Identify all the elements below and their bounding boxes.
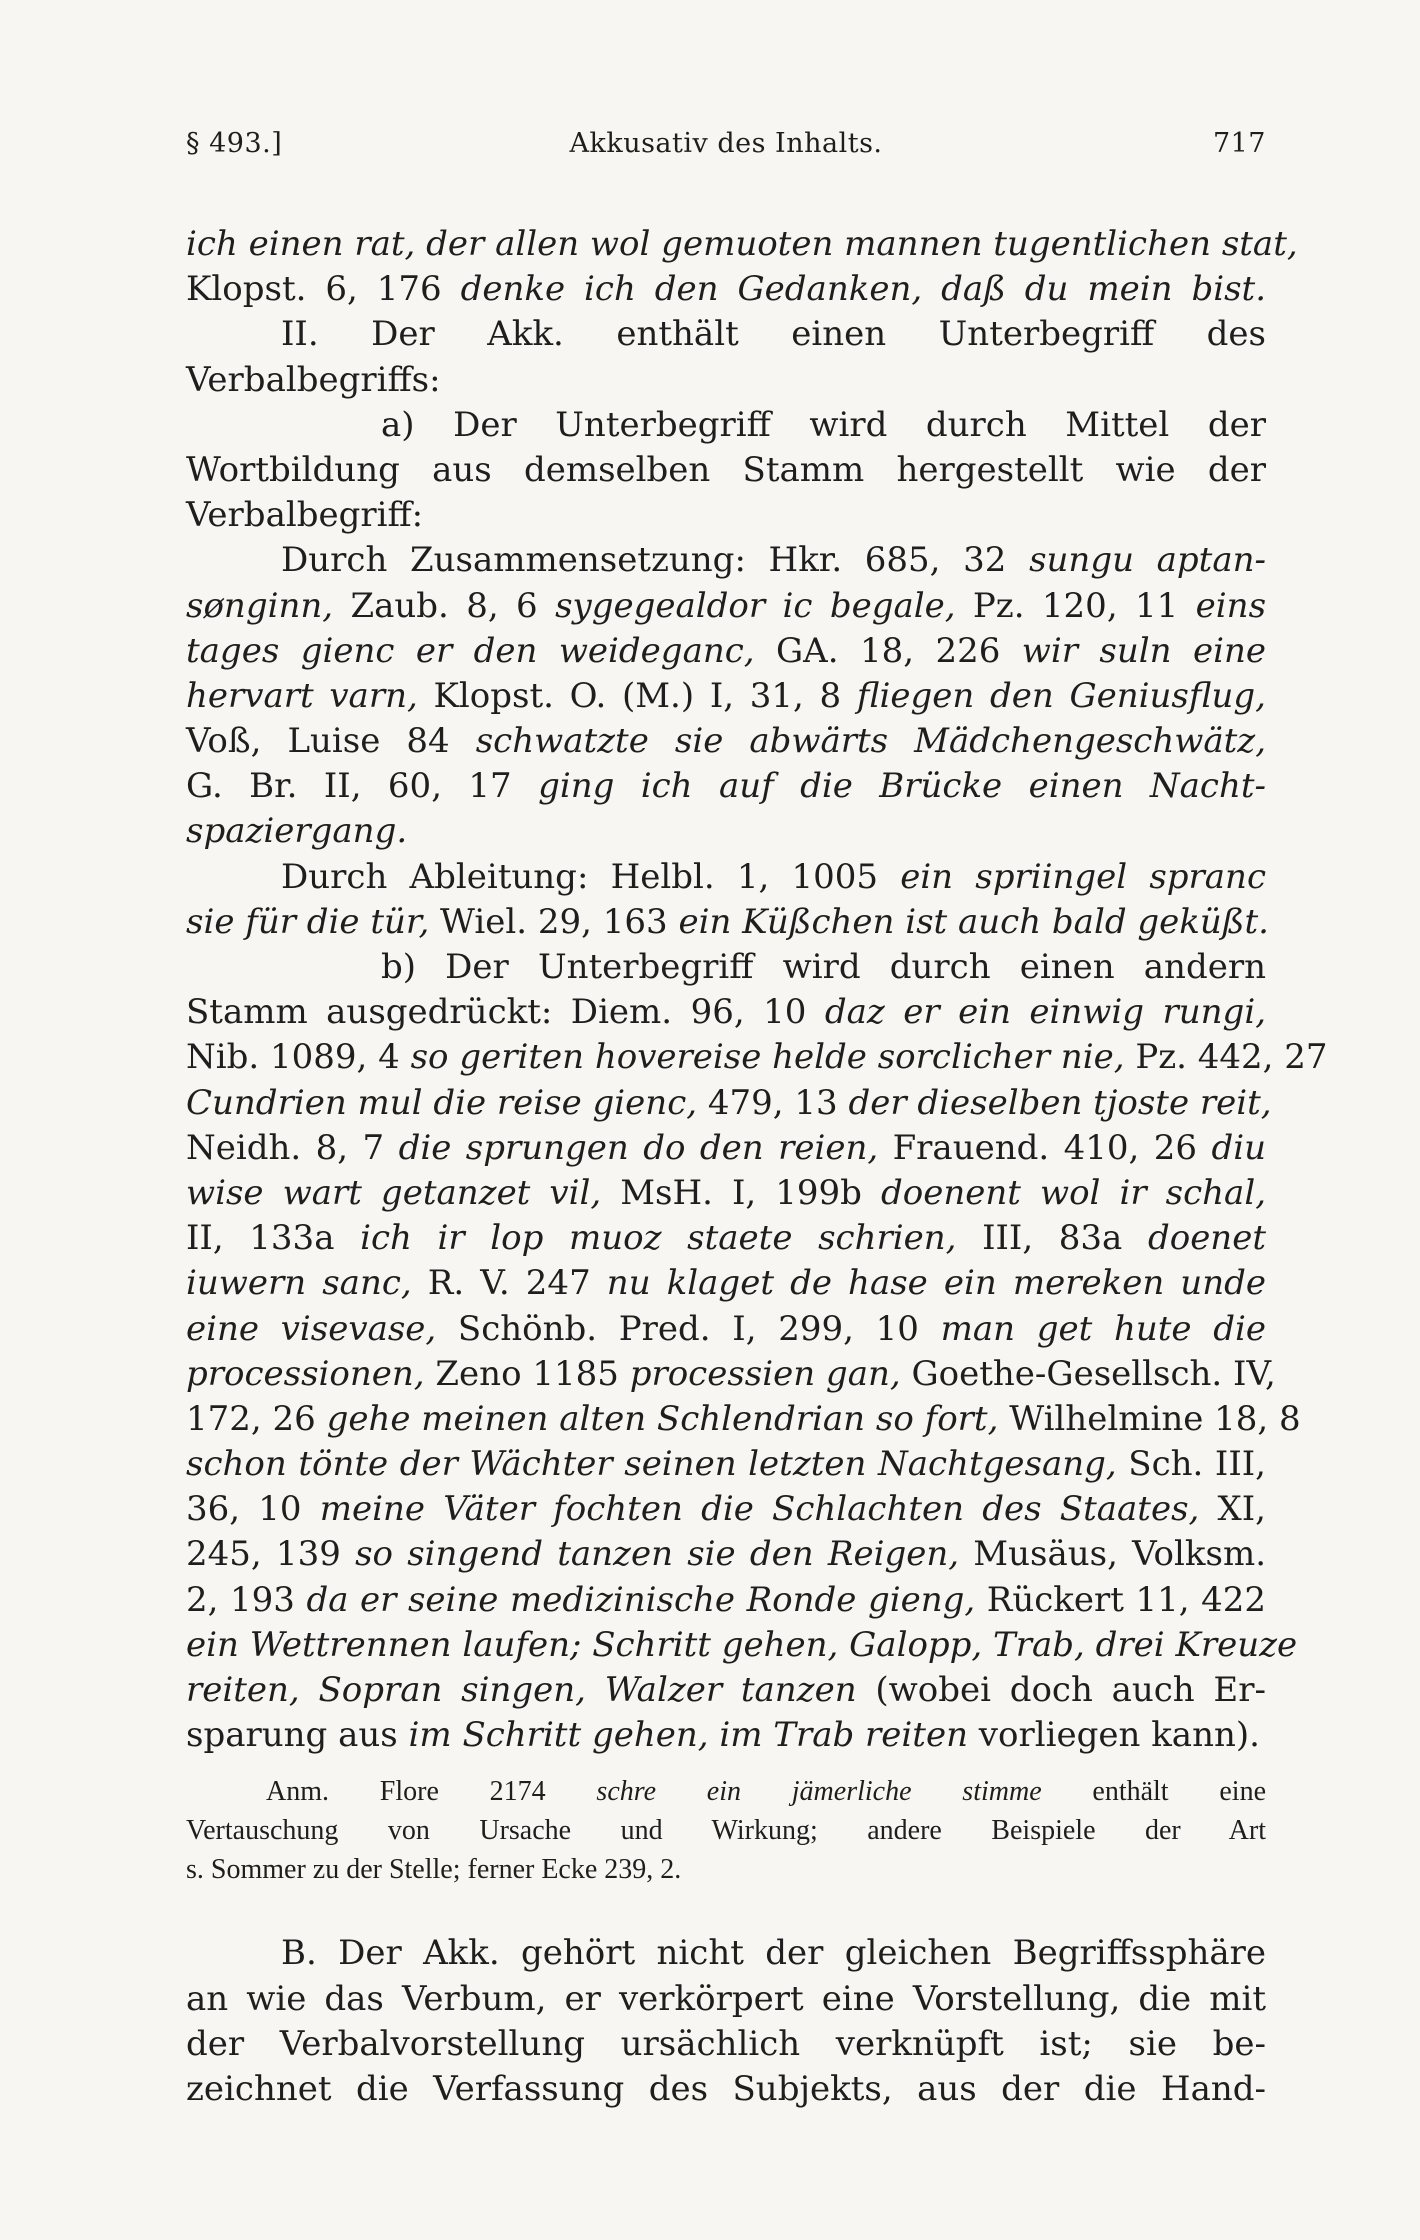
annotation-note xyxy=(186,1772,1266,1889)
text-line: 245, 139 so singend tanzen sie den Reigen, Musäus, Volksm. xyxy=(186,1534,1266,1575)
running-header xyxy=(186,128,1266,172)
running-title: Akkusativ des Inhalts. xyxy=(569,128,883,159)
text-line: 36, 10 meine Väter fochten die Schlachten des Staates, XI, xyxy=(186,1489,1266,1530)
text-line: a) Der Unterbegriff wird durch Mittel der xyxy=(381,404,1266,445)
text-line: G. Br. II, 60, 17 ging ich auf die Brücke einen Nacht- xyxy=(186,766,1266,807)
text-line: Neidh. 8, 7 die sprungen do den reien, Frauend. 410, 26 diu xyxy=(186,1127,1266,1168)
text-line: sønginn, Zaub. 8, 6 sygegealdor ic begale, Pz. 120, 11 eins xyxy=(186,585,1267,626)
text-line: s. Sommer zu der Stelle; ferner Ecke 239, 2. xyxy=(186,1854,682,1886)
text-line: b) Der Unterbegriff wird durch einen andern xyxy=(381,947,1266,987)
text-line: eine visevase, Schönb. Pred. I, 299, 10 man get hute die xyxy=(186,1308,1266,1349)
body-text xyxy=(186,222,1328,2112)
text-line: Voß, Luise 84 schwatzte sie abwärts Mädchengeschwätz, xyxy=(186,721,1266,762)
text-line: Anm. Flore 2174 schre ein jämerliche stimme enthält eine xyxy=(266,1776,1266,1808)
text-line: zeichnet die Verfassung des Subjekts, aus der die Hand- xyxy=(186,2068,1266,2109)
text-line: Nib. 1089, 4 so geriten hovereise helde sorclicher nie, Pz. 442, 27 xyxy=(186,1037,1328,1078)
text-line: Vertauschung von Ursache und Wirkung; andere Beispiele der Art xyxy=(186,1815,1266,1847)
text-line: iuwern sanc, R. V. 247 nu klaget de hase ein mereken unde xyxy=(186,1263,1266,1304)
text-line: B. Der Akk. gehört nicht der gleichen Begriffssphäre xyxy=(281,1933,1266,1974)
text-line: wise wart getanzet vil, MsH. I, 199b doenent wol ir schal, xyxy=(186,1172,1266,1213)
text-line: 172, 26 gehe meinen alten Schlendrian so fort, Wilhelmine 18, 8 xyxy=(186,1398,1301,1439)
text-line: der Verbalvorstellung ursächlich verknüpft ist; sie be- xyxy=(186,2023,1266,2064)
text-line: processionen, Zeno 1185 processien gan, Goethe-Gesellsch. IV, xyxy=(186,1353,1276,1394)
text-line: Klopst. 6, 176 denke ich den Gedanken, daß du mein bist. xyxy=(186,269,1267,310)
section-number: § 493.] xyxy=(186,128,283,159)
text-line: 2, 193 da er seine medizinische Ronde gieng, Rückert 11, 422 xyxy=(186,1579,1266,1620)
section-b-paragraph xyxy=(186,1931,1266,2112)
text-line: spaziergang. xyxy=(186,811,408,852)
text-line: an wie das Verbum, er verkörpert eine Vorstellung, die mit xyxy=(186,1978,1266,2019)
text-line: II. Der Akk. enthält einen Unterbegriff des xyxy=(281,314,1266,355)
text-line: schon tönte der Wächter seinen letzten Nachtgesang, Sch. III, xyxy=(186,1444,1266,1485)
text-line: sparung aus im Schritt gehen, im Trab reiten vorliegen kann). xyxy=(186,1715,1260,1756)
text-line: Wortbildung aus demselben Stamm hergestellt wie der xyxy=(186,449,1266,490)
text-line: Durch Zusammensetzung: Hkr. 685, 32 sungu aptan- xyxy=(281,540,1266,581)
text-line: Durch Ableitung: Helbl. 1, 1005 ein spriingel spranc xyxy=(281,856,1266,897)
text-line: sie für die tür, Wiel. 29, 163 ein Küßchen ist auch bald geküßt. xyxy=(186,901,1269,942)
text-line: ein Wettrennen laufen; Schritt gehen, Galopp, Trab, drei Kreuze xyxy=(186,1624,1298,1665)
text-line: Verbalbegriff: xyxy=(186,495,424,536)
text-line: Cundrien mul die reise gienc, 479, 13 der dieselben tjoste reit, xyxy=(186,1082,1272,1123)
text-line: Stamm ausgedrückt: Diem. 96, 10 daz er ein einwig rungi, xyxy=(186,992,1267,1033)
paragraph-gap xyxy=(186,1889,1266,1931)
text-line: hervart varn, Klopst. O. (M.) I, 31, 8 fliegen den Geniusflug, xyxy=(186,675,1266,716)
text-line: reiten, Sopran singen, Walzer tanzen (wobei doch auch Er- xyxy=(186,1670,1266,1710)
main-paragraphs xyxy=(186,222,1328,1758)
page-number: 717 xyxy=(1212,128,1266,159)
text-line: tages gienc er den weideganc, GA. 18, 226 wir suln eine xyxy=(186,630,1266,671)
text-line: Verbalbegriffs: xyxy=(186,359,441,400)
text-line: ich einen rat, der allen wol gemuoten mannen tugentlichen stat, xyxy=(186,224,1298,264)
text-line: II, 133a ich ir lop muoz staete schrien, III, 83a doenet xyxy=(186,1218,1266,1259)
